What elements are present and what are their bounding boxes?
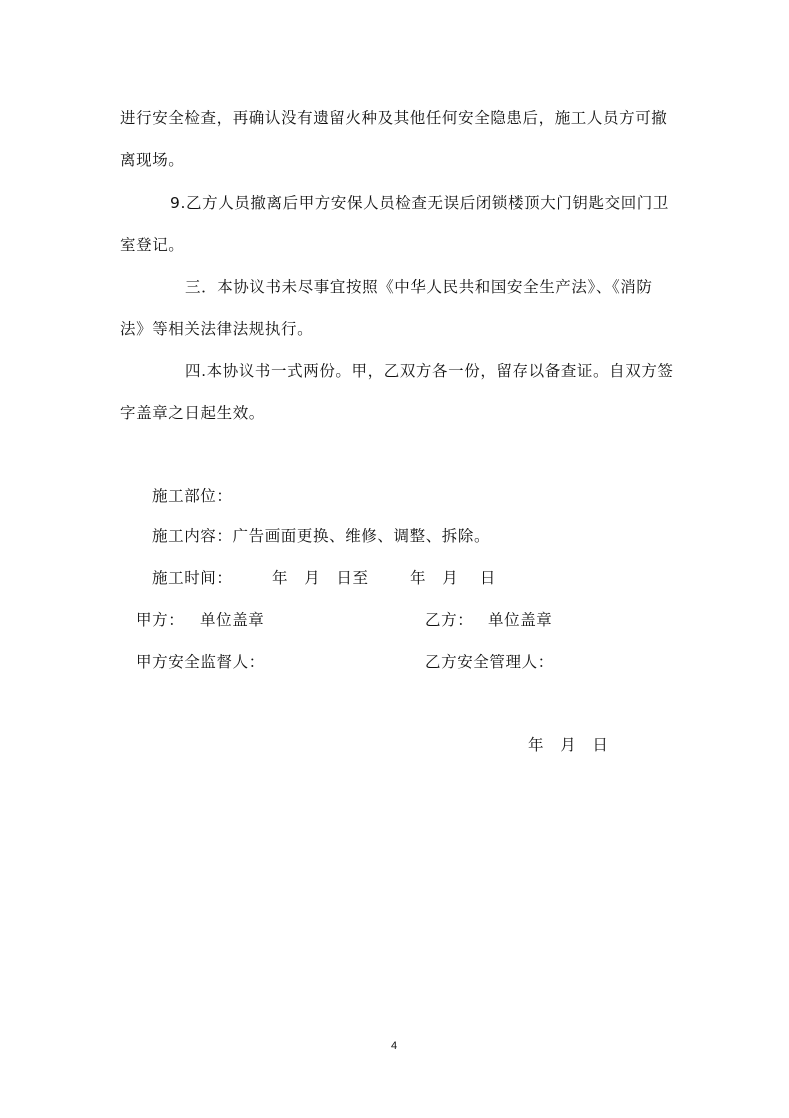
paragraph-1-line-1: 进行安全检查，再确认没有遗留火种及其他任何安全隐患后，施工人员方可撤: [120, 109, 668, 127]
page-number: 4: [391, 1040, 398, 1052]
signature-date: 年 月 日: [528, 736, 609, 754]
construction-time-label: 施工时间：: [152, 569, 233, 587]
construction-time-to: 年 月 日: [410, 569, 497, 587]
paragraph-4-line-2: 字盖章之日起生效。: [120, 404, 265, 422]
construction-site-label: 施工部位：: [152, 487, 233, 505]
paragraph-1-line-2: 离现场。: [120, 151, 185, 169]
party-a-seal: 单位盖章: [200, 611, 265, 629]
construction-time-from: 年 月 日至: [272, 569, 369, 587]
party-a-label: 甲方：: [136, 611, 185, 629]
paragraph-3-line-2: 法》等相关法律法规执行。: [120, 320, 314, 338]
paragraph-2-line-2: 室登记。: [120, 236, 185, 254]
party-b-seal: 单位盖章: [488, 611, 553, 629]
party-a-supervisor-label: 甲方安全监督人：: [136, 653, 265, 671]
paragraph-3-line-1: 三．本协议书未尽事宜按照《中华人民共和国安全生产法》、《消防: [185, 278, 653, 296]
construction-content-label: 施工内容：广告画面更换、维修、调整、拆除。: [152, 527, 491, 545]
paragraph-4-line-1: 四.本协议书一式两份。甲，乙双方各一份，留存以备查证。自双方签: [185, 362, 674, 380]
party-b-manager-label: 乙方安全管理人：: [425, 653, 554, 671]
party-b-label: 乙方：: [425, 611, 474, 629]
paragraph-2-line-1: 9.乙方人员撤离后甲方安保人员检查无误后闭锁楼顶大门钥匙交回门卫: [170, 194, 669, 212]
